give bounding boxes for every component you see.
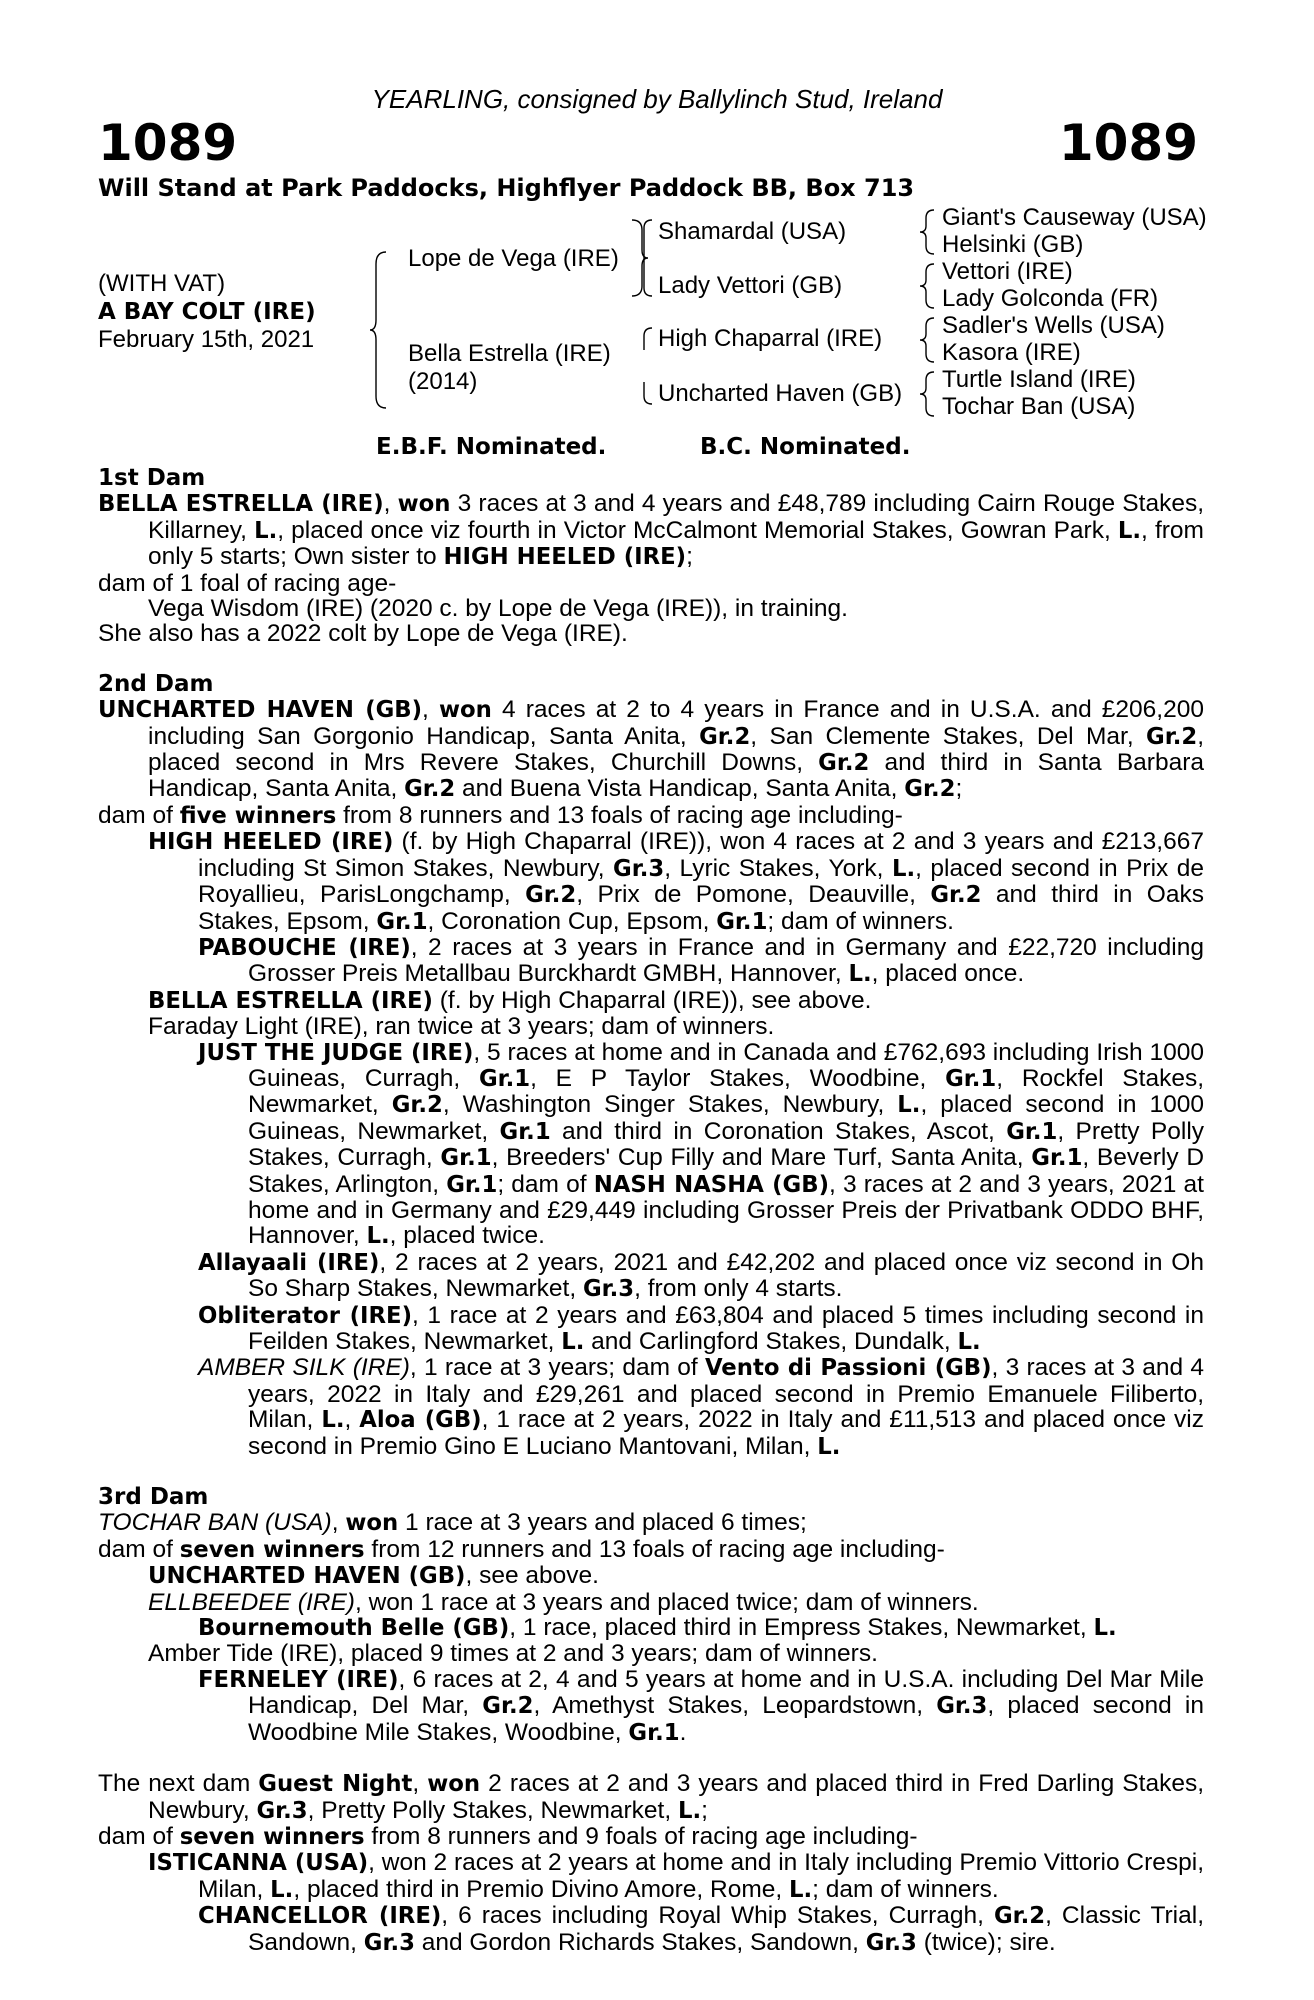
bold-text: Gr.1 [440,1145,492,1172]
bold-text: won [438,697,492,724]
pedigree-entry [98,1303,1204,1356]
pedigree-entry [98,1355,1204,1460]
pedigree-entry [98,621,1204,646]
bold-text: Gr.2 [818,750,870,777]
bold-text: HIGH HEELED (IRE) [443,544,687,571]
text: dam of 1 foal of racing age- [98,569,397,597]
sire: Lope de Vega (IRE) [408,245,619,272]
bold-text: Gr.1 [945,1065,997,1092]
section-gap [98,647,1204,672]
bold-text: BELLA ESTRELLA (IRE) [98,491,384,518]
text: 2 races at 2 and 3 years and placed third in Fred Darling Stakes, Newbury, [148,1770,1204,1824]
text: , Prix de Pomone, Deauville, [576,881,931,909]
pedigree-entry [98,1537,1204,1563]
bold-text: L. [957,1329,981,1355]
text: , placed second in Woodbine Mile Stakes, Woodbine, [248,1692,1204,1746]
text: Faraday Light (IRE), ran twice at 3 years; dam of winners. [148,1013,775,1041]
bold-text: Gr.1 [1006,1118,1058,1145]
section-heading: 2nd Dam [98,670,214,697]
brace-dam [636,326,656,406]
text: , Lyric Stakes, York, [664,854,892,882]
bold-text: PABOUCHE (IRE) [198,934,411,961]
text: , San Clemente Stakes, Del Mar, [750,722,1147,750]
bold-text: Gr.1 [499,1118,551,1145]
text: Vega Wisdom (IRE) (2020 c. by Lope de Vega (IRE)), in training. [148,595,848,623]
bold-text: Gr.1 [376,908,428,935]
text: from 8 runners and 9 foals of racing age including- [364,1822,918,1850]
pedigree-entry [98,1641,1204,1666]
text: , 5 races at home and in Canada and £762,693 including Irish 1000 Guineas, Curragh, [248,1038,1204,1092]
pedigree-entry [98,803,1204,829]
bold-text: Gr.1 [716,908,768,935]
bold-text: Gr.3 [936,1693,988,1720]
text: , [422,696,439,724]
bold-text: Gr.2 [525,882,577,909]
pedigree-entry [98,1563,1204,1589]
text: and third in Santa Barbara Handicap, Santa Anita, [148,749,1204,803]
bold-text: BELLA ESTRELLA (IRE) [148,987,433,1014]
bold-text: L. [270,1876,294,1903]
text: from 8 runners and 13 foals of racing age including- [336,801,903,829]
bold-text: L. [897,1092,921,1119]
bold-text: Gr.2 [699,723,751,750]
text: , E P Taylor Stakes, Woodbine, [530,1064,946,1092]
text: , Rockfel Stakes, Newmarket, [248,1064,1205,1119]
bold-text: L. [1117,517,1142,544]
bold-text: L. [321,1407,345,1434]
bold-text: Gr.1 [478,1065,531,1092]
text: and Gordon Richards Stakes, Sandown, [414,1928,866,1956]
text: 3 races at 3 and 4 years and £48,789 including Cairn Rouge Stakes, Killarney, [148,490,1205,544]
pedigree-entry [98,1850,1204,1903]
bold-text: Obliterator (IRE) [198,1302,413,1329]
section-gap [98,1746,1204,1771]
text: , 3 races at 3 and 4 years, 2022 in Italy and £29,261 and placed second in Premio Emanuele Filiberto, Milan, [248,1354,1204,1434]
bold-text: won [345,1510,399,1537]
text: , Classic Trial, Sandown, [248,1902,1204,1956]
brace-main [370,250,390,410]
dam-dam: Uncharted Haven (GB) [658,380,903,407]
bold-text: Allayaali (IRE) [198,1249,380,1276]
pedigree-entry [98,1510,1204,1536]
text: . [679,1718,687,1746]
text: ; dam of winners. [767,907,954,935]
section-gap [98,1460,1204,1485]
bold-text: seven winners [179,1536,365,1563]
bold-text: won [397,491,451,518]
brace-gg-1 [918,206,938,258]
text: , placed second in Prix de Royallieu, ParisLongchamp, [198,854,1204,909]
bold-text: Aloa (GB) [359,1407,482,1434]
text: , 3 races at 2 and 3 years, 2021 at home and in Germany and £29,449 including Grosser Preis der Privatbank ODDO BHF, Hannover, [248,1170,1204,1250]
text: dam of [98,801,180,829]
bold-text: ISTICANNA (USA) [148,1850,369,1877]
section-heading: 3rd Dam [98,1484,209,1511]
text: , from only 5 starts; Own sister to [148,516,1204,571]
gg-7: Turtle Island (IRE) [942,366,1136,393]
pedigree-entry [98,1771,1204,1824]
text: , see above. [465,1562,599,1590]
text: , 1 race at 2 years, 2022 in Italy and £11,513 and placed once viz second in Premio Gino E Luciano Mantovani, Milan, [248,1406,1204,1460]
bold-text: Gr.3 [865,1929,917,1956]
text: , Beverly D Stakes, Arlington, [248,1144,1205,1198]
gg-4: Lady Golconda (FR) [942,285,1159,312]
bold-text: CHANCELLOR (IRE) [198,1903,442,1930]
bold-text: L. [891,855,916,882]
brace-gg-2 [918,260,938,312]
text: , 6 races including Royal Whip Stakes, Curragh, [441,1902,994,1930]
bold-text: FERNELEY (IRE) [198,1666,399,1693]
pedigree-entry [98,491,1204,570]
text: , 1 race at 3 years; dam of [409,1354,705,1382]
bold-text: seven winners [179,1823,365,1850]
text: , 6 races at 2, 4 and 5 years at home and in U.S.A. including Del Mar Mile Handicap, Del Mar, [248,1665,1204,1720]
sire-dam: Lady Vettori (GB) [658,272,843,299]
section-heading: 1st Dam [98,465,206,491]
gg-8: Tochar Ban (USA) [942,393,1136,420]
pedigree-entry [98,829,1204,935]
dam: Bella Estrella (IRE) [408,340,611,367]
text: , 1 race at 2 years and £63,804 and placed 5 times including second in Feilden Stakes, Newmarket, [248,1301,1204,1355]
text: , placed once. [871,960,1025,988]
pedigree-entry [98,571,1204,596]
text: , 2 races at 2 years, 2021 and £42,202 and placed once viz second in Oh So Sharp Stakes, Newmarket, [248,1248,1204,1303]
text: ; dam of [497,1170,594,1198]
text: , Pretty Polly Stakes, Newmarket, [307,1796,678,1824]
text: (twice); sire. [916,1928,1056,1956]
italic-text: TOCHAR BAN (USA) [98,1509,332,1537]
text: , [344,1406,360,1434]
text: , Amethyst Stakes, Leopardstown, [533,1692,937,1720]
lot-name: A BAY COLT (IRE) [98,299,316,325]
italic-text: ELLBEEDEE (IRE) [148,1588,355,1616]
text: 4 races at 2 to 4 years in France and in U.S.A. and £206,200 including San Gorgonio Handicap, Santa Anita, [148,696,1204,750]
bold-text: Gr.2 [391,1092,443,1119]
bold-text: Gr.3 [582,1276,635,1303]
pedigree-entry [98,1903,1204,1956]
brace-sire-left [636,218,656,298]
bold-text: Gr.1 [1031,1145,1083,1172]
pedigree-entry [98,596,1204,621]
text: ; dam of winners. [812,1875,999,1903]
lot-number-left: 1089 [98,114,238,172]
gg-5: Sadler's Wells (USA) [942,312,1165,339]
brace-gg-4 [918,368,938,420]
bold-text: L. [788,1876,813,1903]
brace-gg-3 [918,314,938,366]
ebf-nomination: E.B.F. Nominated. [376,434,607,460]
bold-text: Gr.1 [628,1719,680,1746]
gg-2: Helsinki (GB) [942,231,1084,258]
stand-location: Will Stand at Park Paddocks, Highflyer Paddock BB, Box 713 [98,174,915,202]
text: ; [701,1796,708,1824]
dam-year: (2014) [408,368,478,395]
bold-text: Gr.2 [404,776,456,803]
bold-text: five winners [179,802,337,829]
bc-nomination: B.C. Nominated. [700,434,911,460]
gg-3: Vettori (IRE) [942,258,1073,285]
dam-sire: High Chaparral (IRE) [658,325,883,352]
gg-1: Giant's Causeway (USA) [942,204,1207,231]
bold-text: Gr.2 [1146,723,1198,750]
bold-text: Vento di Passioni (GB) [704,1355,992,1382]
text: , Washington Singer Stakes, Newbury, [442,1091,898,1119]
text: dam of [98,1535,180,1563]
bold-text: Guest Night [258,1771,413,1798]
italic-text: AMBER SILK (IRE) [198,1354,410,1382]
text: , [412,1770,428,1798]
gg-6: Kasora (IRE) [942,339,1081,366]
vat-note: (WITH VAT) [98,270,226,297]
text: 1 race at 3 years and placed 6 times; [398,1509,807,1537]
text: and third in Coronation Stakes, Ascot, [550,1117,1007,1145]
text: , placed twice. [389,1222,545,1250]
pedigree-entry [98,1615,1204,1641]
text: , 2 races at 3 years in France and in Germany and £22,720 including Grosser Preis Metallbau Burckhardt GMBH, Hannover, [248,933,1204,988]
pedigree-entry [98,988,1204,1014]
text: , placed second in 1000 Guineas, Newmarket, [248,1091,1204,1145]
bold-text: L. [254,517,278,544]
bold-text: Gr.2 [930,882,982,909]
bold-text: UNCHARTED HAVEN (GB) [148,1563,466,1590]
pedigree-entry [98,1590,1204,1615]
bold-text: L. [677,1797,702,1824]
bold-text: JUST THE JUDGE (IRE) [198,1039,474,1066]
sire-sire: Shamardal (USA) [658,218,847,245]
text: and Carlingford Stakes, Dundalk, [584,1328,958,1355]
bold-text: L. [561,1329,585,1355]
bold-text: UNCHARTED HAVEN (GB) [98,697,423,724]
text: , [331,1509,346,1537]
section [98,466,1204,647]
pedigree-entry [98,1667,1204,1746]
text: , placed once viz fourth in Victor McCalmont Memorial Stakes, Gowran Park, [277,516,1118,544]
text: The next dam [98,1770,259,1798]
bold-text: L. [366,1223,390,1250]
text: and third in Oaks Stakes, Epsom, [198,881,1204,935]
bold-text: Gr.2 [993,1903,1046,1930]
section [98,1771,1204,1956]
text: (f. by High Chaparral (IRE)), won 4 races at 2 and 3 years and £213,667 including St Simon Stakes, Newbury, [198,828,1204,882]
bold-text: NASH NASHA (GB) [593,1171,829,1198]
text: and Buena Vista Handicap, Santa Anita, [455,775,905,803]
text: (f. by High Chaparral (IRE)), see above. [432,986,872,1014]
text: , placed second in Mrs Revere Stakes, Churchill Downs, [148,722,1205,777]
bold-text: Gr.2 [482,1693,534,1720]
bold-text: HIGH HEELED (IRE) [148,829,394,856]
bold-text: Gr.3 [363,1929,415,1956]
text: from 12 runners and 13 foals of racing age including- [364,1535,945,1563]
bold-text: Gr.2 [904,776,956,803]
pedigree-entry [98,1250,1204,1303]
bold-text: L. [1093,1615,1117,1642]
bold-text: Bournemouth Belle (GB) [198,1615,510,1642]
section [98,672,1204,1460]
bold-text: won [427,1771,481,1798]
text: dam of [98,1822,180,1850]
pedigree-entry [98,1040,1204,1250]
bold-text: Gr.3 [256,1797,308,1824]
text: She also has a 2022 colt by Lope de Vega (IRE). [98,620,628,648]
text: , Breeders' Cup Filly and Mare Turf, Santa Anita, [491,1144,1032,1172]
text: , from only 4 starts. [634,1275,843,1303]
bold-text: Gr.1 [446,1171,498,1198]
text: , [383,490,398,518]
consignment-line: YEARLING, consigned by Ballylinch Stud, Ireland [371,84,943,114]
lot-number-right: 1089 [1058,114,1198,172]
pedigree-entry [98,1824,1204,1850]
text: ; [686,543,693,571]
bold-text: Gr.3 [613,855,665,882]
section [98,1485,1204,1746]
text: , won 2 races at 2 years at home and in Italy including Premio Vittorio Crespi, Milan, [198,1849,1204,1903]
pedigree-entry [98,935,1204,988]
text: , 1 race, placed third in Empress Stakes, Newmarket, [509,1614,1094,1642]
bold-text: L. [817,1433,841,1460]
foaling-date: February 15th, 2021 [98,326,315,353]
text: , Coronation Cup, Epsom, [427,907,717,935]
bold-text: L. [848,961,872,988]
text: , placed third in Premio Divino Amore, Rome, [293,1875,789,1903]
text: , Pretty Polly Stakes, Curragh, [248,1117,1205,1172]
pedigree-entry [98,697,1204,803]
text: ; [955,775,963,803]
text: , won 1 race at 3 years and placed twice; dam of winners. [354,1588,979,1616]
dam-family-text [98,466,1204,1956]
text: Amber Tide (IRE), placed 9 times at 2 and 3 years; dam of winners. [148,1640,878,1668]
pedigree-entry [98,1014,1204,1039]
